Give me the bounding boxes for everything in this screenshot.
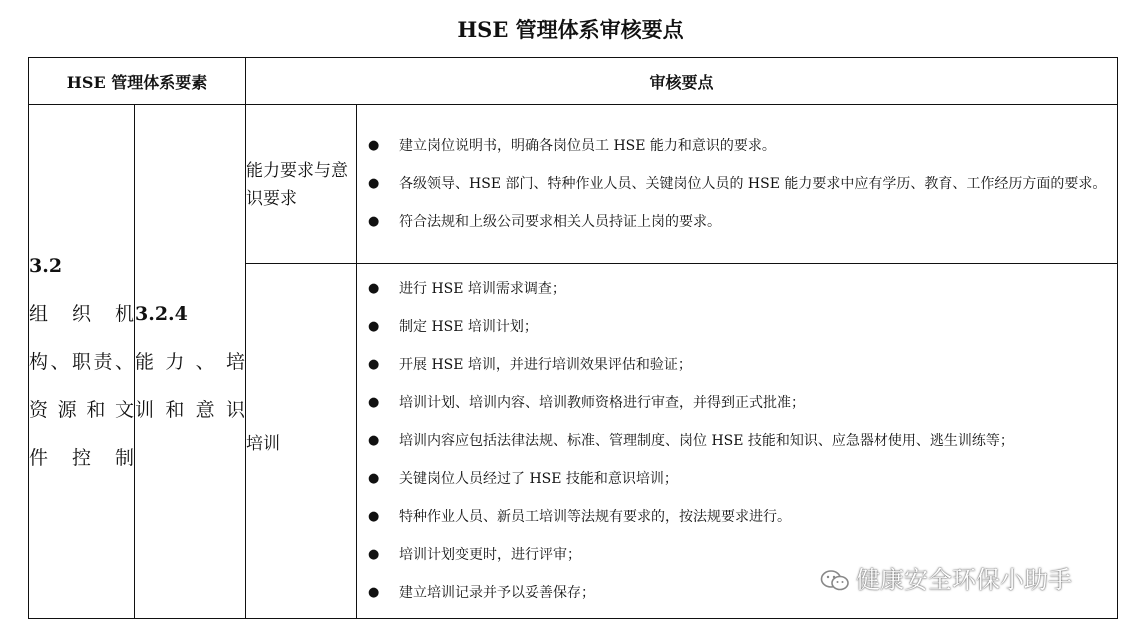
audit-point: ● 关键岗位人员经过了 HSE 技能和意识培训；	[357, 460, 1107, 498]
section-name-line: 组 织 机	[29, 302, 134, 325]
table-header-row	[29, 58, 1118, 105]
subsection-number: 3.2.4	[135, 302, 188, 325]
subsection-name-line: 能力、培	[135, 350, 246, 373]
audit-point: ● 制定 HSE 培训计划；	[357, 308, 1107, 346]
audit-point: ● 培训计划、培训内容、培训教师资格进行审查，并得到正式批准；	[357, 384, 1107, 422]
section-cell	[29, 105, 135, 619]
wechat-icon	[820, 569, 850, 593]
table-row	[29, 105, 1118, 264]
elements-header: HSE 管理体系要素	[29, 58, 246, 105]
section-name-line: 构、职责、	[29, 350, 134, 373]
audit-point: ● 符合法规和上级公司要求相关人员持证上岗的要求。	[357, 203, 1107, 241]
section-name-line: 资源和文	[29, 398, 134, 421]
subsection-cell	[135, 105, 246, 619]
item-points-cell	[357, 105, 1118, 264]
section-name-line: 件控制	[29, 446, 134, 469]
audit-point: ● 开展 HSE 培训，并进行培训效果评估和验证；	[357, 346, 1107, 384]
audit-point: ● 特种作业人员、新员工培训等法规有要求的，按法规要求进行。	[357, 498, 1107, 536]
audit-point: ● 培训内容应包括法律法规、标准、管理制度、岗位 HSE 技能和知识、应急器材使用、逃生训练等；	[357, 422, 1107, 460]
audit-point: ● 培训计划变更时，进行评审；	[357, 536, 1107, 574]
watermark	[820, 560, 1072, 595]
document-title: HSE 管理体系审核要点	[457, 17, 684, 42]
audit-point: ● 建立岗位说明书，明确各岗位员工 HSE 能力和意识的要求。	[357, 127, 1107, 165]
audit-point: ● 建立培训记录并予以妥善保存；	[357, 574, 1107, 612]
points-header: 审核要点	[246, 58, 1118, 105]
item-label: 能力要求与意识要求	[246, 105, 357, 264]
audit-table	[28, 57, 1118, 619]
section-number: 3.2	[29, 254, 63, 277]
audit-point: ● 各级领导、HSE 部门、特种作业人员、关键岗位人员的 HSE 能力要求中应有学历、教育、工作经历方面的要求。	[357, 165, 1107, 203]
subsection-name-line: 训和意识	[135, 398, 246, 421]
watermark-text: 健康安全环保小助手	[856, 566, 1072, 594]
audit-point: ● 进行 HSE 培训需求调查；	[357, 270, 1107, 308]
item-label: 培训	[246, 264, 357, 619]
